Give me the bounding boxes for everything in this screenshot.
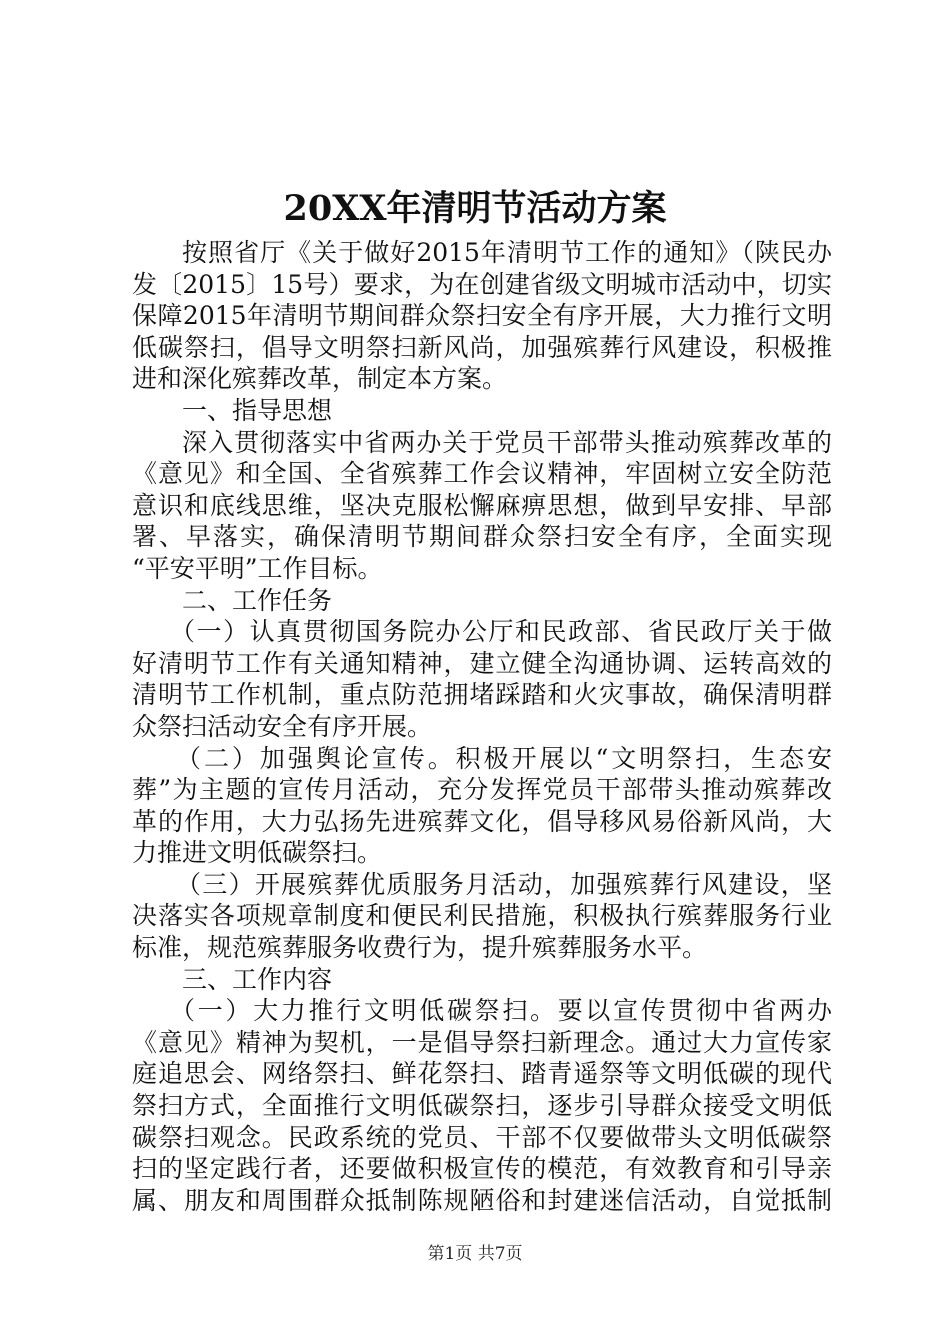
paragraph-line: （二）加强舆论宣传。积极开展以“文明祭扫，生态安 [176,743,832,773]
paragraph-line: 革的作用，大力弘扬先进殡葬文化，倡导移风易俗新风尚，大 [132,806,832,836]
paragraph-line: 发〔2015〕15号）要求，为在创建省级文明城市活动中，切实 [132,269,832,299]
section-heading: 三、工作内容 [182,964,333,994]
paragraph-line: 进和深化殡葬改革，制定本方案。 [132,364,508,394]
paragraph-line: （一）认真贯彻国务院办公厅和民政部、省民政厅关于做 [170,617,832,647]
paragraph-line: 属、朋友和周围群众抵制陈规陋俗和封建迷信活动，自觉抵制 [132,1185,832,1215]
page-number: 第1页 共7页 [427,1244,523,1264]
paragraph-line: 清明节工作机制，重点防范拥堵踩踏和火灾事故，确保清明群 [132,680,832,710]
section-heading: 二、工作任务 [182,585,333,615]
paragraph-line: 力推进文明低碳祭扫。 [132,838,383,868]
section-heading: 一、指导思想 [182,395,333,425]
paragraph-line: 《意见》精神为契机，一是倡导祭扫新理念。通过大力宣传家 [132,1027,832,1057]
paragraph-line: 庭追思会、网络祭扫、鲜花祭扫、踏青遥祭等文明低碳的现代 [132,1059,832,1089]
paragraph-line: 深入贯彻落实中省两办关于党员干部带头推动殡葬改革的 [182,427,832,457]
paragraph-line: 按照省厅《关于做好2015年清明节工作的通知》（陕民办 [182,238,832,267]
paragraph-line: 葬”为主题的宣传月活动，充分发挥党员干部带头推动殡葬改 [132,775,832,805]
paragraph-line: 扫的坚定践行者，还要做积极宣传的模范，有效教育和引导亲 [132,1154,832,1184]
paragraph-line: 好清明节工作有关通知精神，建立健全沟通协调、运转高效的 [132,648,832,678]
paragraph-line: 众祭扫活动安全有序开展。 [132,711,433,741]
paragraph-line: 《意见》和全国、全省殡葬工作会议精神，牢固树立安全防范 [132,459,832,489]
paragraph-line: 保障2015年清明节期间群众祭扫安全有序开展，大力推行文明 [132,301,832,331]
paragraph-line: 标准，规范殡葬服务收费行为，提升殡葬服务水平。 [132,933,708,963]
paragraph-line: 碳祭扫观念。民政系统的党员、干部不仅要做带头文明低碳祭 [132,1122,832,1152]
paragraph-line: 意识和底线思维，坚决克服松懈麻痹思想，做到早安排、早部 [132,490,832,520]
paragraph-line: “平安平明”工作目标。 [132,553,383,583]
paragraph-line: 祭扫方式，全面推行文明低碳祭扫，逐步引导群众接受文明低 [132,1091,832,1121]
paragraph-line: （三）开展殡葬优质服务月活动，加强殡葬行风建设，坚 [176,869,832,899]
paragraph-line: 低碳祭扫，倡导文明祭扫新风尚，加强殡葬行风建设，积极推 [132,332,832,362]
document-title: 20XX年清明节活动方案 [283,188,667,229]
paragraph-line: 署、早落实，确保清明节期间群众祭扫安全有序，全面实现 [132,522,832,552]
paragraph-line: 决落实各项规章制度和便民利民措施，积极执行殡葬服务行业 [132,901,832,931]
document-body [132,237,832,1216]
paragraph-line: （一）大力推行文明低碳祭扫。要以宣传贯彻中省两办 [170,996,832,1026]
